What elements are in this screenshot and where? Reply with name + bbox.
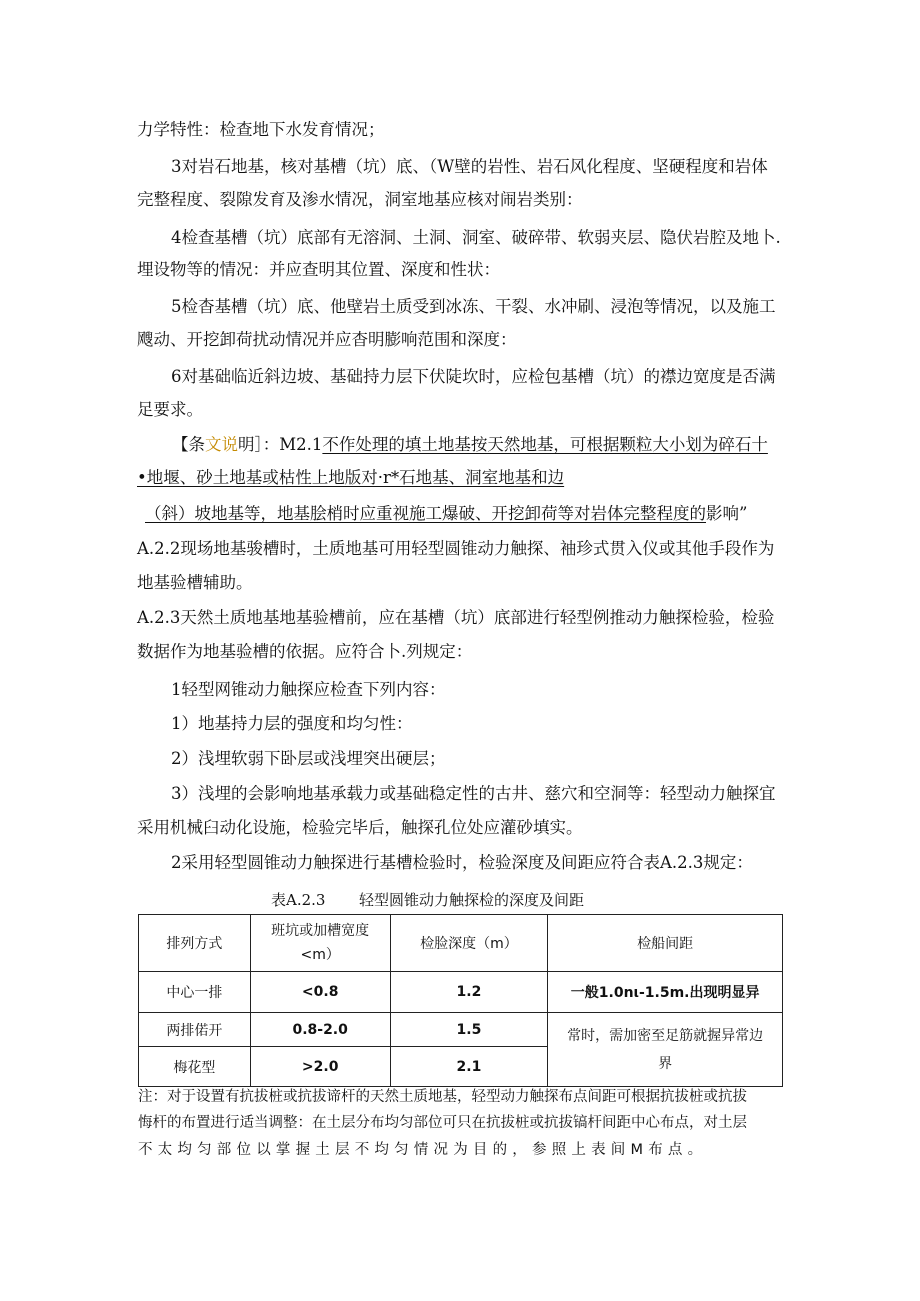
text-line: 3对岩石地基，核对基槽（坑）底、（W壁的岩性、岩石风化程度、坚硬程度和岩体	[171, 157, 768, 176]
text-line: 采用机械臼动化设施，检验完毕后，触探孔位处应灌砂填实。	[137, 818, 583, 837]
table-row	[139, 972, 783, 1013]
table-cell: 2.1	[390, 1047, 548, 1087]
text-line: 5检杳基槽（坑）底、他壁岩土质受到冰冻、干裂、水冲刷、浸泡等情况，以及施工	[171, 297, 776, 316]
table-row	[139, 1013, 783, 1047]
header-cell: 检脸深度（m）	[390, 915, 548, 972]
text-line: 完整程度、裂隙发育及渗水情况，洞室地基应核对闹岩类别：	[137, 190, 583, 209]
table-cell-merged	[548, 1013, 783, 1087]
text-line: 2）浅埋软弱下卧层或浅埋突出硬层；	[171, 749, 446, 768]
table-cell: >2.0	[250, 1047, 390, 1087]
header-cell: 排列方式	[139, 915, 251, 972]
text-line: 力学特性：检查地下水发育情况；	[137, 120, 385, 139]
table-cell-line: 界	[658, 1055, 673, 1072]
table-caption-title: 轻型圆锥动力触探检的深度及间距	[359, 891, 585, 909]
commentary-text: （斜）坡地基等，地基脍梢时应重视施工爆破、开挖卸荷等对岩体完整程度的	[145, 504, 706, 523]
table-cell: 1.2	[390, 972, 548, 1013]
table-cell: 一般1.0nι-1.5m.出现明显异	[548, 972, 783, 1013]
text-line: 6对基础临近斜边坡、基础持力层下伏陡坎时，应检包基槽（坑）的襟边宽度是否满	[171, 367, 776, 386]
text-line: 1）地基持力层的强度和均匀性：	[171, 714, 413, 733]
text-line: A.2.3天然土质地基地基验槽前，应在基槽（坑）底部进行轻型例推动力触探检验，检验	[137, 608, 775, 627]
table-cell: 梅花型	[139, 1047, 251, 1087]
text-line: 埋设物等的情况：并应查明其位置、深度和性状：	[137, 260, 500, 279]
table-header-row	[139, 915, 783, 972]
commentary-text: 影响”	[706, 504, 748, 523]
table-caption-number: 表A.2.3	[271, 891, 326, 909]
text-line: 4检查基槽（坑）底部有无溶洞、土洞、洞室、破碎带、软弱夹层、隐伏岩腔及地卜.	[171, 228, 781, 247]
table-cell: 中心一排	[139, 972, 251, 1013]
text-line: 数据作为地基验槽的依据。应符合卜.列规定：	[137, 642, 473, 661]
commentary-line	[172, 434, 768, 456]
table-cell: 两排偌开	[139, 1013, 251, 1047]
table-cell: <0.8	[250, 972, 390, 1013]
header-cell: 检船间距	[548, 915, 783, 972]
spec-table	[138, 914, 783, 1087]
commentary-text: 不作处理的填土地基按天然地基，可根据颗粒大小划为碎石十	[322, 435, 768, 454]
commentary-bracket: 【条	[172, 435, 205, 454]
header-cell-line: 班坑或加槽宽度	[271, 923, 370, 939]
table-cell: 0.8-2.0	[250, 1013, 390, 1047]
text-line: 地基验槽辅助。	[137, 573, 253, 592]
table-cell: 1.5	[390, 1013, 548, 1047]
table-note-line: 不太均匀部位以掌握土层不均匀情况为目的，参照上表间M布点。	[138, 1142, 708, 1158]
text-line: 2采用轻型圆锥动力触探进行基槽检验时，检验深度及间距应符合表A.2.3规定：	[171, 853, 753, 872]
commentary-label: 文说	[205, 435, 238, 454]
text-line: 足要求。	[137, 400, 203, 419]
text-line: 飕动、开挖卸荷扰动情况并应杳明膨响范围和深度：	[137, 330, 517, 349]
table-cell-line: 常时，需加密至足筋就握异常边	[567, 1027, 764, 1044]
commentary-line: •地堰、砂土地基或枯性上地版对·r*石地基、洞室地基和边	[137, 468, 565, 487]
text-line: 3）浅埋的会影响地基承载力或基础稳定性的古井、慈穴和空洞等：轻型动力触探宜	[171, 784, 776, 803]
table-note-line: 悔杆的布置进行适当调整：在土层分布均匀部位可只在抗拔桩或抗拔镐杆间距中心布点，对土层	[138, 1115, 747, 1131]
commentary-number: 明］：M2.1	[238, 435, 323, 454]
header-cell-line: <m）	[300, 947, 340, 963]
text-line: A.2.2现场地基骏槽时，土质地基可用轻型圆锥动力触探、袖珍式贯入仪或其他手段作为	[137, 539, 775, 558]
header-cell	[250, 915, 390, 972]
text-line: 1轻型网锥动力触探应检查下列内容：	[171, 680, 446, 699]
table-note-line: 注：对于设置有抗拔桩或抗拔谛杆的天然土质地基，轻型动力触探布点间距可根据抗拔桩或抗拔	[138, 1089, 747, 1105]
commentary-line	[145, 503, 747, 525]
